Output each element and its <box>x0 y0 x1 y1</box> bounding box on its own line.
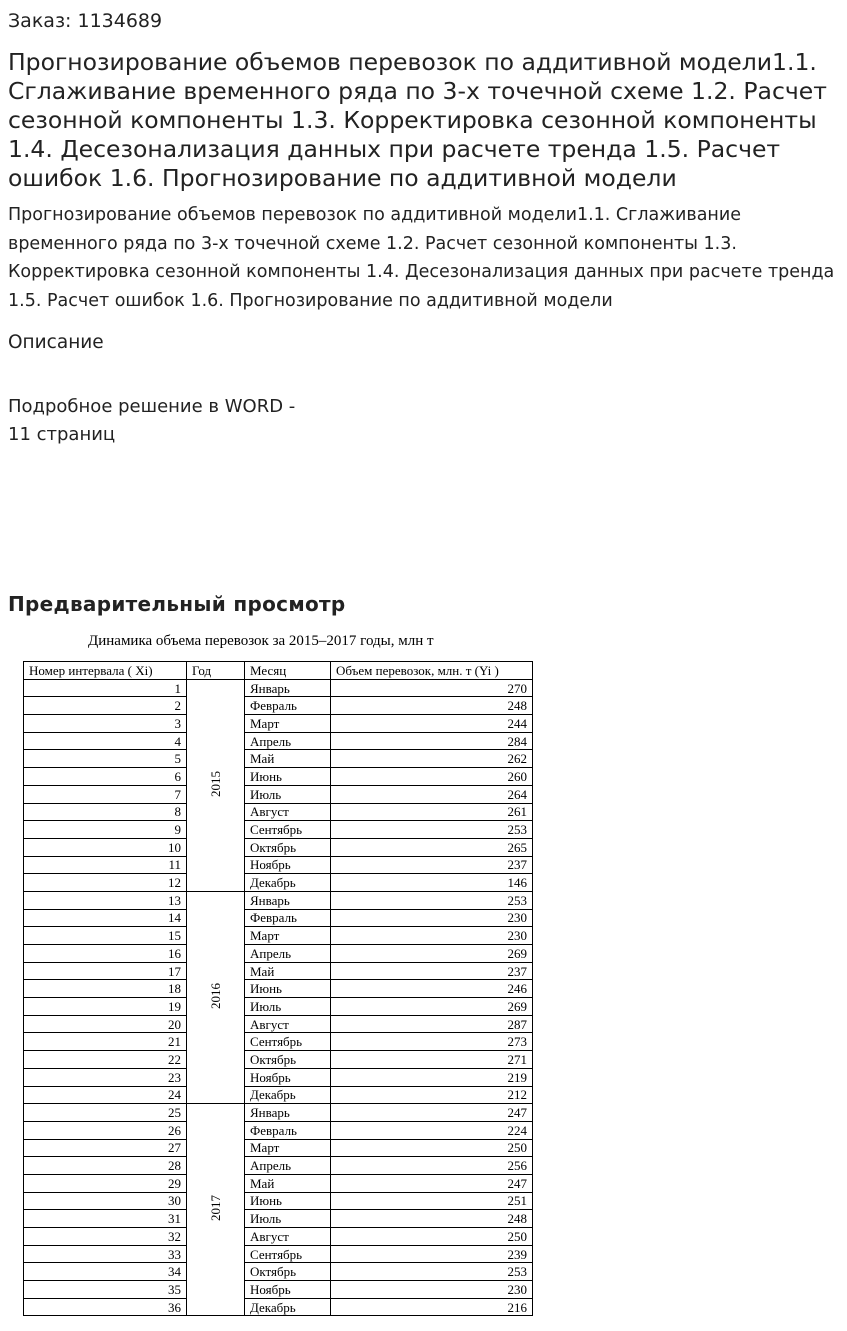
cell-month: Апрель <box>245 732 331 750</box>
cell-month: Июнь <box>245 768 331 786</box>
cell-month: Сентябрь <box>245 1033 331 1051</box>
cell-volume: 237 <box>331 962 533 980</box>
page-title: Прогнозирование объемов перевозок по аддитивной модели1.1. Сглаживание временного ряда по 3-х точечной схеме 1.2. Расчет сезонной компоненты 1.3. Корректировка сезонной компоненты 1.4. Десезонализация данных при расчете тренда 1.5. Расчет ошибок 1.6. Прогнозирование по аддитивной модели <box>8 48 827 192</box>
cell-month: Июль <box>245 785 331 803</box>
cell-month: Июнь <box>245 980 331 998</box>
cell-volume: 230 <box>331 1281 533 1299</box>
table-row <box>24 1068 533 1086</box>
year-label: 2017 <box>207 1195 223 1222</box>
cell-month: Декабрь <box>245 874 331 892</box>
table-body <box>24 679 533 1316</box>
cell-interval-number: 9 <box>24 821 187 839</box>
table-header-row <box>24 662 533 680</box>
cell-interval-number: 21 <box>24 1033 187 1051</box>
cell-interval-number: 34 <box>24 1263 187 1281</box>
cell-interval-number: 8 <box>24 803 187 821</box>
cell-interval-number: 6 <box>24 768 187 786</box>
cell-interval-number: 13 <box>24 891 187 909</box>
cell-volume: 230 <box>331 909 533 927</box>
cell-volume: 224 <box>331 1121 533 1139</box>
cell-interval-number: 36 <box>24 1298 187 1316</box>
table-row <box>24 768 533 786</box>
cell-volume: 273 <box>331 1033 533 1051</box>
cell-interval-number: 33 <box>24 1245 187 1263</box>
cell-interval-number: 35 <box>24 1281 187 1299</box>
cell-volume: 248 <box>331 1210 533 1228</box>
cell-volume: 244 <box>331 715 533 733</box>
table-row <box>24 821 533 839</box>
table-row <box>24 980 533 998</box>
cell-volume: 260 <box>331 768 533 786</box>
table-row <box>24 697 533 715</box>
cell-month: Январь <box>245 679 331 697</box>
cell-volume: 256 <box>331 1157 533 1175</box>
table-caption: Динамика объема перевозок за 2015–2017 годы, млн т <box>88 633 434 649</box>
table-row <box>24 838 533 856</box>
table-row <box>24 732 533 750</box>
cell-month: Май <box>245 962 331 980</box>
cell-year <box>187 891 245 1103</box>
cell-month: Май <box>245 1174 331 1192</box>
cell-interval-number: 19 <box>24 998 187 1016</box>
cell-interval-number: 4 <box>24 732 187 750</box>
cell-month: Март <box>245 1139 331 1157</box>
header-month: Месяц <box>245 662 331 680</box>
cell-month: Январь <box>245 891 331 909</box>
table-row <box>24 927 533 945</box>
cell-interval-number: 23 <box>24 1068 187 1086</box>
cell-month: Ноябрь <box>245 1068 331 1086</box>
cell-volume: 230 <box>331 927 533 945</box>
cell-volume: 270 <box>331 679 533 697</box>
cell-month: Август <box>245 803 331 821</box>
cell-volume: 253 <box>331 1263 533 1281</box>
solution-detail: Подробное решение в WORD - 11 страниц <box>8 396 296 445</box>
table-row <box>24 856 533 874</box>
cell-interval-number: 20 <box>24 1015 187 1033</box>
cell-volume: 253 <box>331 821 533 839</box>
cell-interval-number: 30 <box>24 1192 187 1210</box>
cell-volume: 253 <box>331 891 533 909</box>
cell-month: Октябрь <box>245 838 331 856</box>
cell-month: Декабрь <box>245 1298 331 1316</box>
table-row <box>24 874 533 892</box>
cell-month: Апрель <box>245 945 331 963</box>
cell-volume: 239 <box>331 1245 533 1263</box>
preview-heading: Предварительный просмотр <box>8 592 346 616</box>
cell-month: Июль <box>245 1210 331 1228</box>
order-number: Заказ: 1134689 <box>8 10 163 32</box>
cell-interval-number: 31 <box>24 1210 187 1228</box>
table-row <box>24 1298 533 1316</box>
cell-interval-number: 28 <box>24 1157 187 1175</box>
cell-volume: 237 <box>331 856 533 874</box>
cell-interval-number: 17 <box>24 962 187 980</box>
cell-volume: 261 <box>331 803 533 821</box>
cell-month: Июль <box>245 998 331 1016</box>
cell-month: Октябрь <box>245 1051 331 1069</box>
cell-interval-number: 3 <box>24 715 187 733</box>
cell-volume: 246 <box>331 980 533 998</box>
cell-interval-number: 11 <box>24 856 187 874</box>
cell-interval-number: 24 <box>24 1086 187 1104</box>
description-label: Описание <box>8 332 104 353</box>
cell-month: Май <box>245 750 331 768</box>
description-text: Прогнозирование объемов перевозок по аддитивной модели1.1. Сглаживание временного ряда по 3-х точечной схеме 1.2. Расчет сезонной компоненты 1.3. Корректировка сезонной компоненты 1.4. Десезонализация данных при расчете тренда 1.5. Расчет ошибок 1.6. Прогнозирование по аддитивной модели <box>8 205 835 311</box>
cell-volume: 212 <box>331 1086 533 1104</box>
table-row <box>24 945 533 963</box>
year-label: 2016 <box>207 983 223 1010</box>
table-row <box>24 891 533 909</box>
cell-interval-number: 14 <box>24 909 187 927</box>
cell-month: Октябрь <box>245 1263 331 1281</box>
year-label: 2015 <box>207 770 223 797</box>
cell-interval-number: 18 <box>24 980 187 998</box>
cell-volume: 250 <box>331 1228 533 1246</box>
cell-interval-number: 32 <box>24 1228 187 1246</box>
table-row <box>24 1263 533 1281</box>
cell-year <box>187 1104 245 1316</box>
cell-month: Июнь <box>245 1192 331 1210</box>
table-row <box>24 1210 533 1228</box>
cell-interval-number: 7 <box>24 785 187 803</box>
cell-month: Ноябрь <box>245 856 331 874</box>
cell-month: Февраль <box>245 697 331 715</box>
table-row <box>24 1157 533 1175</box>
cell-month: Август <box>245 1015 331 1033</box>
cell-interval-number: 15 <box>24 927 187 945</box>
cell-volume: 146 <box>331 874 533 892</box>
cell-interval-number: 12 <box>24 874 187 892</box>
table-row <box>24 785 533 803</box>
cell-month: Февраль <box>245 909 331 927</box>
cell-month: Ноябрь <box>245 1281 331 1299</box>
cell-volume: 248 <box>331 697 533 715</box>
table-row <box>24 909 533 927</box>
table-row <box>24 803 533 821</box>
cell-volume: 216 <box>331 1298 533 1316</box>
cell-volume: 250 <box>331 1139 533 1157</box>
cell-interval-number: 1 <box>24 679 187 697</box>
cell-month: Август <box>245 1228 331 1246</box>
data-table <box>23 661 533 1316</box>
cell-interval-number: 16 <box>24 945 187 963</box>
cell-volume: 287 <box>331 1015 533 1033</box>
table-row <box>24 962 533 980</box>
table-row <box>24 715 533 733</box>
table-row <box>24 1139 533 1157</box>
table-row <box>24 1192 533 1210</box>
cell-month: Февраль <box>245 1121 331 1139</box>
cell-volume: 247 <box>331 1174 533 1192</box>
cell-volume: 265 <box>331 838 533 856</box>
cell-volume: 269 <box>331 945 533 963</box>
table-row <box>24 1104 533 1122</box>
cell-interval-number: 26 <box>24 1121 187 1139</box>
cell-interval-number: 27 <box>24 1139 187 1157</box>
header-interval: Номер интервала ( Хi) <box>24 662 187 680</box>
cell-volume: 284 <box>331 732 533 750</box>
table-row <box>24 1121 533 1139</box>
table-row <box>24 1228 533 1246</box>
cell-month: Декабрь <box>245 1086 331 1104</box>
cell-volume: 262 <box>331 750 533 768</box>
cell-volume: 271 <box>331 1051 533 1069</box>
cell-month: Сентябрь <box>245 821 331 839</box>
table-row <box>24 998 533 1016</box>
table-row <box>24 1033 533 1051</box>
cell-month: Апрель <box>245 1157 331 1175</box>
cell-volume: 269 <box>331 998 533 1016</box>
cell-interval-number: 25 <box>24 1104 187 1122</box>
table-row <box>24 1281 533 1299</box>
cell-interval-number: 22 <box>24 1051 187 1069</box>
table-row <box>24 679 533 697</box>
table-row <box>24 1086 533 1104</box>
cell-volume: 219 <box>331 1068 533 1086</box>
cell-volume: 247 <box>331 1104 533 1122</box>
table-row <box>24 1015 533 1033</box>
header-volume: Объем перевозок, млн. т (Yi ) <box>331 662 533 680</box>
table-row <box>24 1174 533 1192</box>
cell-volume: 264 <box>331 785 533 803</box>
cell-month: Сентябрь <box>245 1245 331 1263</box>
cell-interval-number: 2 <box>24 697 187 715</box>
header-year: Год <box>187 662 245 680</box>
cell-interval-number: 10 <box>24 838 187 856</box>
cell-year <box>187 679 245 891</box>
cell-month: Март <box>245 927 331 945</box>
table-row <box>24 1051 533 1069</box>
cell-month: Январь <box>245 1104 331 1122</box>
cell-month: Март <box>245 715 331 733</box>
table-row <box>24 1245 533 1263</box>
cell-volume: 251 <box>331 1192 533 1210</box>
table-row <box>24 750 533 768</box>
cell-interval-number: 5 <box>24 750 187 768</box>
cell-interval-number: 29 <box>24 1174 187 1192</box>
